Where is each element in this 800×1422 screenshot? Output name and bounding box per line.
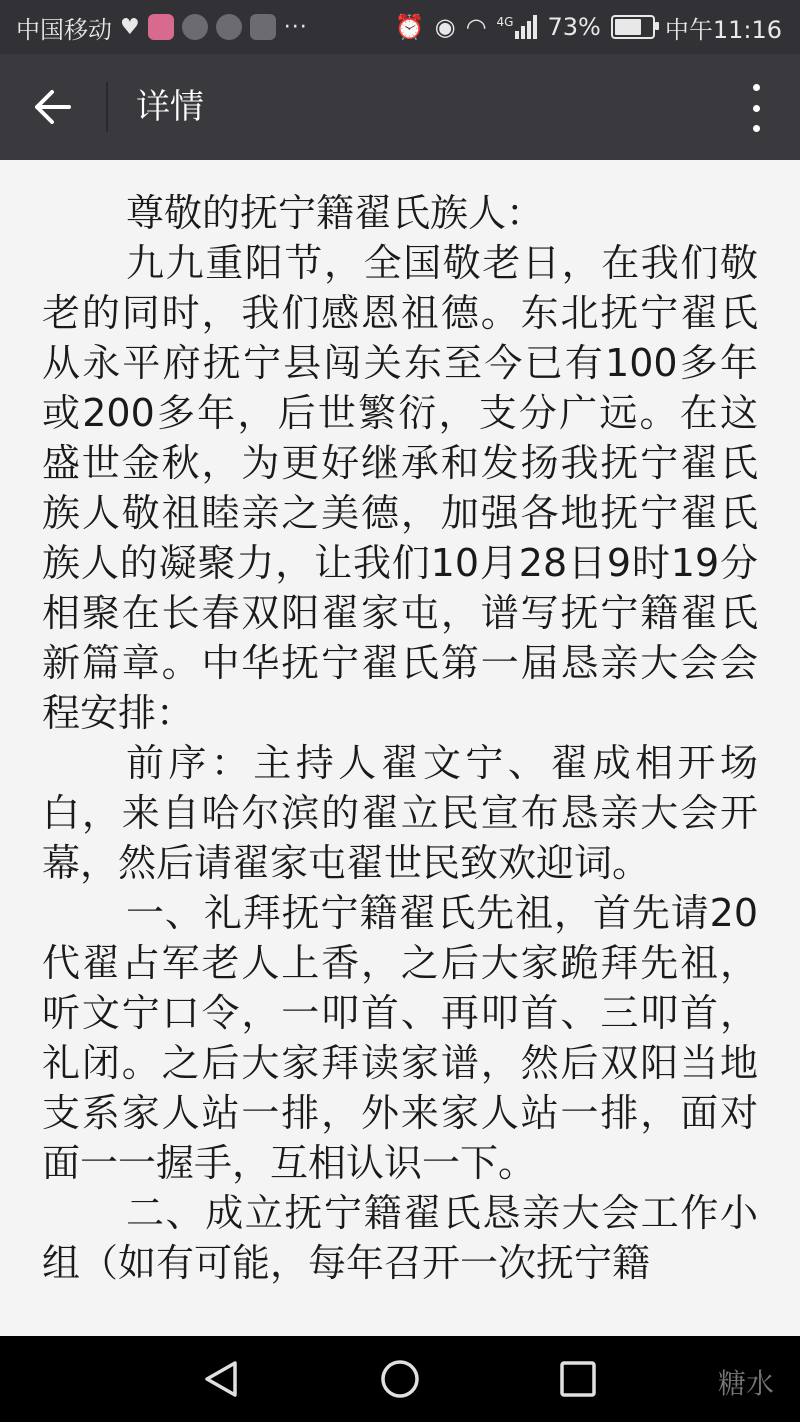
- app-bar-divider: [106, 82, 108, 132]
- article-paragraph: 二、成立抚宁籍翟氏恳亲大会工作小组（如有可能，每年召开一次抚宁籍: [42, 1191, 758, 1285]
- baidu-icon: [250, 14, 276, 40]
- more-options-button[interactable]: [744, 84, 768, 132]
- nav-back-button[interactable]: [196, 1354, 246, 1404]
- more-dot-icon: [753, 84, 760, 91]
- triangle-back-icon: [201, 1359, 241, 1399]
- battery-percent: 73%: [547, 13, 601, 41]
- nav-home-button[interactable]: [375, 1354, 425, 1404]
- wifi-icon: ◠: [465, 13, 487, 41]
- watermark: 糖水: [717, 1367, 774, 1400]
- article-paragraph: 九九重阳节，全国敬老日，在我们敬老的同时，我们感恩祖德。东北抚宁翟氏从永平府抚宁县闯关东至今已有100多年或200多年，后世繁衍，支分广远。在这盛世金秋，为更好继承和发扬我抚宁翟氏族人敬祖睦亲之美德，加强各地抚宁翟氏族人的凝聚力，让我们10月28日9时19分相聚在长春双阳翟家屯，谱写抚宁籍翟氏新篇章。中华抚宁翟氏第一届恳亲大会会程安排：: [42, 241, 758, 735]
- one-icon: [216, 14, 242, 40]
- battery-icon: [611, 15, 655, 39]
- circle-home-icon: [379, 1358, 421, 1400]
- article-content[interactable]: [0, 160, 800, 1336]
- network-type-label: 4G: [496, 15, 514, 29]
- back-arrow-icon: [32, 89, 72, 125]
- more-dot-icon: [753, 125, 760, 132]
- more-dot-icon: [753, 105, 760, 112]
- status-bar: [0, 0, 800, 54]
- signal-icon: [497, 15, 538, 39]
- article-paragraph: 尊敬的抚宁籍翟氏族人：: [126, 191, 545, 235]
- article-paragraph: 一、礼拜抚宁籍翟氏先祖，首先请20代翟占军老人上香，之后大家跪拜先祖，听文宁口令，一叩首、再叩首、三叩首，礼闭。之后大家拜读家谱，然后双阳当地支系家人站一排，外来家人站一排，面对面一一握手，互相认识一下。: [42, 891, 758, 1185]
- hand-icon: [182, 14, 208, 40]
- back-button[interactable]: [20, 78, 84, 136]
- system-nav-bar: [0, 1336, 800, 1422]
- more-notifications-icon: ···: [283, 14, 308, 40]
- page-title: 详情: [136, 87, 204, 127]
- heart-icon: ♥: [120, 14, 140, 40]
- carrier-label: 中国移动: [16, 15, 112, 44]
- eye-icon: ◉: [434, 13, 456, 41]
- status-bar-left: [16, 0, 308, 54]
- square-recents-icon: [559, 1360, 597, 1398]
- status-bar-right: [395, 0, 782, 54]
- app-notification-icon: [148, 14, 174, 40]
- nav-recents-button[interactable]: [553, 1354, 603, 1404]
- app-bar: [0, 54, 800, 160]
- alarm-icon: ⏰: [394, 13, 425, 41]
- clock: 中午11:16: [664, 15, 782, 44]
- article-paragraph: 前序：主持人翟文宁、翟成相开场白，来自哈尔滨的翟立民宣布恳亲大会开幕，然后请翟家屯翟世民致欢迎词。: [42, 741, 758, 885]
